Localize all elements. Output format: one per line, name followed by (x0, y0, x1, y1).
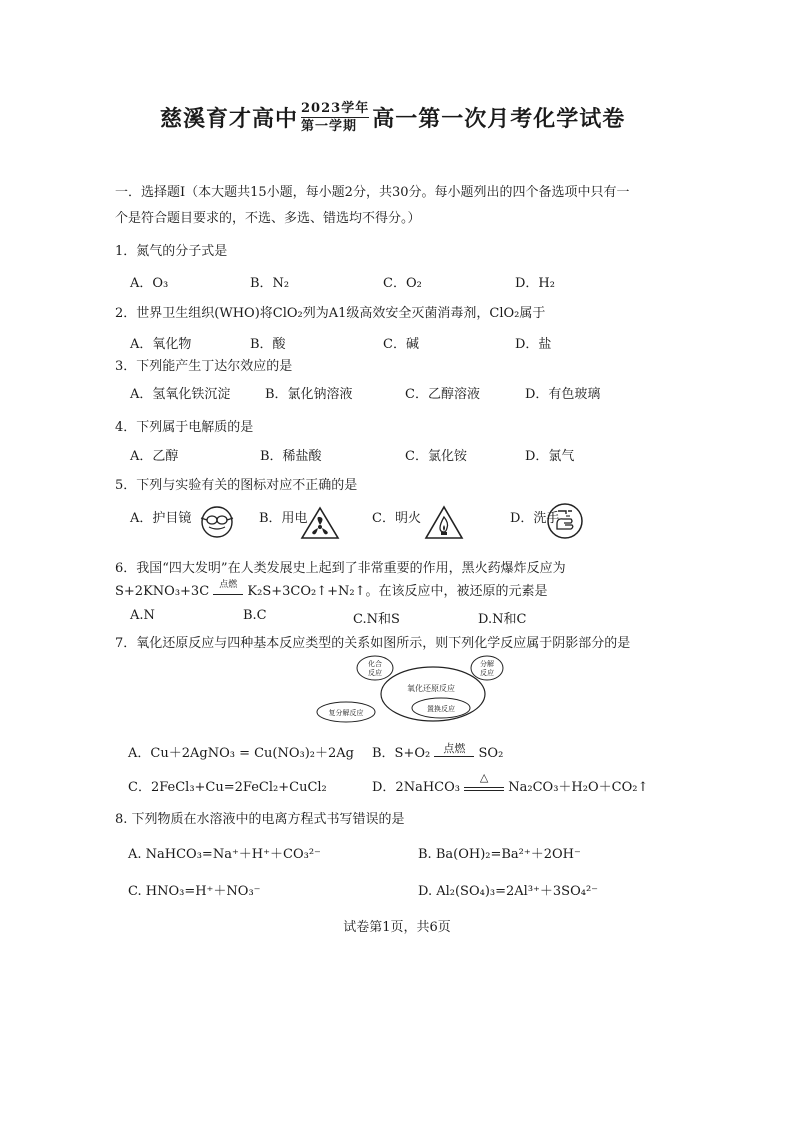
q6-equation (115, 580, 548, 599)
q5-option-a: A．护目镜 (130, 511, 192, 526)
open-flame-icon (424, 505, 464, 541)
q6-equation-left: S+2KNO₃+3C (115, 584, 210, 599)
q7-option-d-right: Na₂CO₃＋H₂O＋CO₂↑ (508, 780, 649, 795)
title-year-top: 2023学年 (301, 100, 370, 116)
q7-option-b-left: B．S+O₂ (372, 746, 431, 761)
q8-stem: 8. 下列物质在水溶液中的电离方程式书写错误的是 (115, 812, 405, 827)
q5-option-b: B．用电 (259, 511, 308, 526)
q3-option-c: C．乙醇溶液 (405, 387, 480, 402)
goggles-icon (195, 505, 239, 539)
q8-option-b: B. Ba(OH)₂=Ba²⁺＋2OH⁻ (418, 847, 581, 862)
exam-title (160, 92, 660, 142)
q7-option-c: C．2FeCl₃+Cu=2FeCl₂+CuCl₂ (128, 780, 327, 795)
q6-condition: 点燃 (219, 580, 238, 590)
q4-option-c: C．氯化铵 (405, 449, 467, 464)
diagram-double-decomposition-label: 复分解反应 (328, 709, 364, 717)
q7-option-d-arrow (464, 771, 504, 791)
diagram-combination-line2: 反应 (368, 669, 382, 677)
q7-option-a: A．Cu＋2AgNO₃ = Cu(NO₃)₂＋2Ag (128, 746, 354, 761)
title-year-bottom: 第一学期 (301, 118, 358, 134)
q4-option-b: B．稀盐酸 (260, 449, 322, 464)
q5-option-d: D．洗手 (510, 511, 560, 526)
q7-stem: 7．氧化还原反应与四种基本反应类型的关系如图所示，则下列化学反应属于阴影部分的是 (115, 636, 631, 651)
section-instruction-line2: 个是符合题目要求的，不选、多选、错选均不得分。） (115, 211, 421, 226)
q7-option-d (372, 771, 649, 795)
title-school: 慈溪育才高中 (160, 105, 299, 132)
q8-option-d: D. Al₂(SO₄)₃=2Al³⁺＋3SO₄²⁻ (418, 884, 599, 899)
q3-option-b: B．氯化钠溶液 (265, 387, 353, 402)
q8-option-c: C. HNO₃=H⁺＋NO₃⁻ (128, 884, 261, 899)
diagram-displacement-label: 置换反应 (427, 705, 455, 713)
q5-option-c: C．明火 (372, 511, 421, 526)
q2-stem: 2．世界卫生组织(WHO)将ClO₂列为A1级高效安全灭菌消毒剂，ClO₂属于 (115, 306, 546, 321)
diagram-combination-line1: 化合 (368, 660, 382, 668)
q6-equation-right: K₂S+3CO₂↑+N₂↑。在该反应中，被还原的元素是 (247, 584, 548, 599)
q1-option-d: D．H₂ (515, 276, 555, 291)
q5-stem: 5．下列与实验有关的图标对应不正确的是 (115, 478, 358, 493)
q8-option-a: A. NaHCO₃=Na⁺＋H⁺＋CO₃²⁻ (128, 847, 321, 862)
page-footer: 试卷第1页，共6页 (343, 920, 451, 935)
q2-option-d: D．盐 (515, 337, 552, 352)
q7-option-d-condition: △ (479, 771, 489, 784)
q2-option-a: A．氧化物 (130, 337, 192, 352)
electricity-hazard-icon (300, 506, 340, 540)
q6-option-b: B.C (243, 608, 267, 623)
section-instruction-line1: 一．选择题Ⅰ（本大题共15小题，每小题2分，共30分。每小题列出的四个备选项中只有一 (115, 185, 630, 200)
q7-option-b (372, 742, 503, 761)
q1-option-a: A．O₃ (130, 276, 169, 291)
q1-option-c: C．O₂ (383, 276, 422, 291)
hand-washing-icon (546, 502, 584, 540)
q7-option-b-arrow (434, 742, 474, 757)
diagram-redox-label: 氧化还原反应 (407, 684, 455, 693)
diagram-decomposition-line1: 分解 (480, 660, 494, 668)
q1-option-b: B．N₂ (250, 276, 290, 291)
q6-option-d: D.N和C (478, 612, 527, 627)
q3-stem: 3．下列能产生丁达尔效应的是 (115, 359, 293, 374)
q6-option-a: A.N (130, 608, 155, 623)
q7-option-b-right: SO₂ (478, 746, 504, 761)
q6-option-c: C.N和S (353, 612, 400, 627)
q6-condition-arrow (213, 580, 243, 595)
title-term (301, 100, 369, 135)
q4-option-a: A．乙醇 (130, 449, 179, 464)
q3-option-a: A．氢氧化铁沉淀 (130, 387, 231, 402)
q2-option-b: B．酸 (250, 337, 286, 352)
reaction-relationship-diagram (315, 654, 505, 732)
title-rest: 高一第一次月考化学试卷 (372, 105, 626, 132)
diagram-decomposition-line2: 反应 (480, 669, 494, 677)
q4-stem: 4．下列属于电解质的是 (115, 420, 254, 435)
q3-option-d: D．有色玻璃 (525, 387, 601, 402)
q2-option-c: C．碱 (383, 337, 419, 352)
q7-option-d-left: D．2NaHCO₃ (372, 780, 460, 795)
q1-stem: 1．氮气的分子式是 (115, 244, 228, 259)
q4-option-d: D．氯气 (525, 449, 575, 464)
q7-option-b-condition: 点燃 (443, 742, 466, 755)
q6-stem: 6．我国“四大发明”在人类发展史上起到了非常重要的作用，黑火药爆炸反应为 (115, 561, 566, 576)
